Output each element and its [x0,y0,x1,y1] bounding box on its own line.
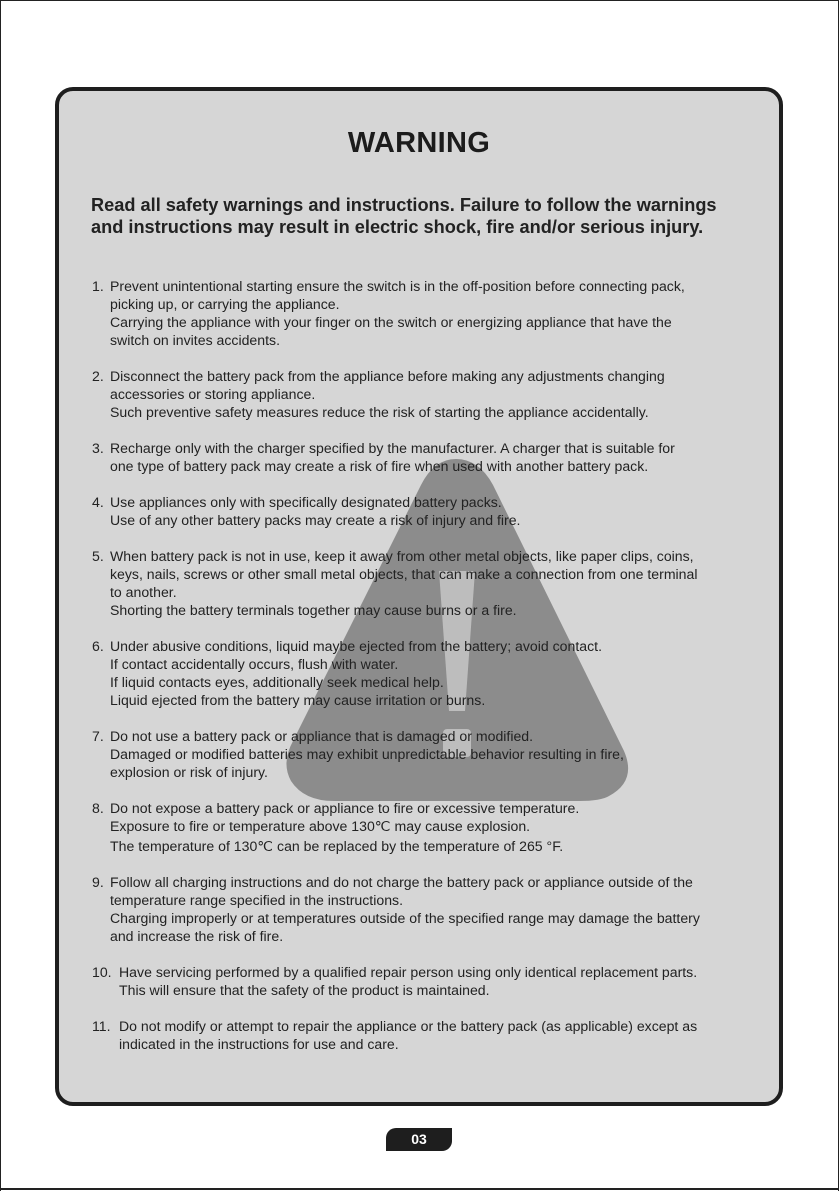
item-line: Shorting the battery terminals together may cause burns or a fire. [110,602,517,618]
item-number: 1. [92,278,104,294]
item-line: When battery pack is not in use, keep it away from other metal objects, like paper clips, coins, [110,548,694,564]
item-line: Under abusive conditions, liquid maybe ejected from the battery; avoid contact. [110,638,602,654]
item-line: Damaged or modified batteries may exhibit unpredictable behavior resulting in fire, [110,746,624,762]
page-number-tab: 03 [386,1128,452,1151]
item-line: explosion or risk of injury. [110,764,268,780]
item-line: Do not use a battery pack or appliance that is damaged or modified. [110,728,534,744]
item-number: 2. [92,368,104,384]
item-line: Charging improperly or at temperatures outside of the specified range may damage the battery [110,910,700,926]
item-line: Carrying the appliance with your finger on the switch or energizing appliance that have the [110,314,672,330]
item-line: and increase the risk of fire. [110,928,284,944]
list-item [92,727,772,781]
item-line: keys, nails, screws or other small metal objects, that can make a connection from one terminal [110,566,698,582]
item-line: Prevent unintentional starting ensure the switch is in the off-position before connecting pack, [110,278,685,294]
item-number: 7. [92,728,104,744]
item-number: 8. [92,800,104,816]
page-title: WARNING [347,127,491,159]
item-number: 9. [92,874,104,890]
item-line: accessories or storing appliance. [110,386,316,402]
item-line: one type of battery pack may create a risk of fire when used with another battery pack. [110,458,649,474]
item-number: 3. [92,440,104,456]
item-line: Disconnect the battery pack from the appliance before making any adjustments changing [110,368,665,384]
item-number: 11. [92,1018,111,1034]
intro-line: Read all safety warnings and instructions. Failure to follow the warnings [91,195,717,215]
warning-panel [55,87,783,1106]
item-number: 10. [92,964,112,980]
item-line: If liquid contacts eyes, additionally seek medical help. [110,674,444,690]
item-line: This will ensure that the safety of the product is maintained. [119,982,490,998]
item-line: temperature range specified in the instructions. [110,892,403,908]
list-item [92,799,772,855]
item-line: Follow all charging instructions and do not charge the battery pack or appliance outside of the [110,874,693,890]
item-line: Use of any other battery packs may create a risk of injury and fire. [110,512,521,528]
item-line: Do not expose a battery pack or appliance to fire or excessive temperature. [110,800,580,816]
warning-list [92,277,772,1071]
list-item [92,277,772,349]
list-item [92,1017,772,1053]
item-line: picking up, or carrying the appliance. [110,296,340,312]
list-item [92,493,772,529]
item-line: If contact accidentally occurs, flush with water. [110,656,399,672]
list-item [92,439,772,475]
item-line: to another. [110,584,177,600]
list-item [92,367,772,421]
item-line: Do not modify or attempt to repair the appliance or the battery pack (as applicable) except as [119,1018,698,1034]
item-line: switch on invites accidents. [110,332,280,348]
list-item [92,963,772,999]
item-number: 5. [92,548,104,564]
item-number: 4. [92,494,104,510]
item-line: Have servicing performed by a qualified repair person using only identical replacement parts. [119,964,698,980]
bottom-rule [0,1188,839,1190]
item-line: The temperature of 130℃ can be replaced by the temperature of 265 °F. [110,838,564,854]
list-item [92,637,772,709]
item-number: 6. [92,638,104,654]
list-item [92,547,772,619]
item-line: indicated in the instructions for use and care. [119,1036,399,1052]
item-line: Exposure to fire or temperature above 130℃ may cause explosion. [110,818,531,834]
item-line: Use appliances only with specifically designated battery packs. [110,494,502,510]
item-line: Recharge only with the charger specified by the manufacturer. A charger that is suitable for [110,440,675,456]
intro-paragraph [91,194,771,238]
item-line: Such preventive safety measures reduce the risk of starting the appliance accidentally. [110,404,649,420]
list-item [92,873,772,945]
item-line: Liquid ejected from the battery may cause irritation or burns. [110,692,486,708]
intro-line: and instructions may result in electric shock, fire and/or serious injury. [91,217,704,237]
